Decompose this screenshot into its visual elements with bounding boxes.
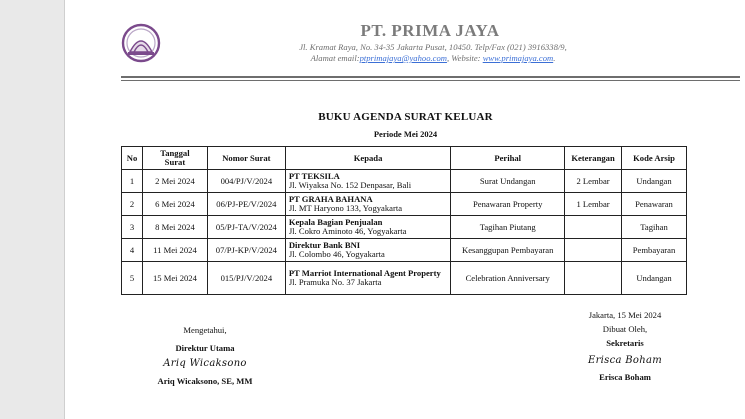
table-header-row	[122, 147, 687, 170]
cell-nomor: 06/PJ-PE/V/2024	[207, 193, 285, 216]
left-sign-name: Ariq Wicaksono, SE, MM	[157, 376, 253, 386]
cell-tanggal: 8 Mei 2024	[142, 216, 207, 239]
col-header-nomor: Nomor Surat	[207, 147, 285, 170]
cell-keterangan	[565, 239, 622, 262]
cell-nomor: 05/PJ-TA/V/2024	[207, 216, 285, 239]
cell-nomor: 004/PJ/V/2024	[207, 170, 285, 193]
cell-no: 4	[122, 239, 143, 262]
table-row	[122, 193, 687, 216]
right-signature-block	[565, 310, 685, 382]
cell-perihal: Surat Undangan	[451, 170, 565, 193]
website-label: , Website:	[446, 53, 481, 63]
cell-nomor: 07/PJ-KP/V/2024	[207, 239, 285, 262]
kepada-address: Jl. Cokro Aminoto 46, Yogyakarta	[288, 226, 407, 236]
cell-keterangan: 1 Lembar	[565, 193, 622, 216]
cell-no: 3	[122, 216, 143, 239]
cell-tanggal: 15 Mei 2024	[142, 262, 207, 295]
cell-perihal: Penawaran Property	[451, 193, 565, 216]
cell-kepada	[285, 239, 451, 262]
right-sign-label: Dibuat Oleh,	[602, 324, 648, 334]
right-sign-name: Erisca Boham	[599, 372, 651, 382]
address-line: Jl. Kramat Raya, No. 34-35 Jakarta Pusat, 10450. Telp/Fax (021) 3916338/9,	[299, 42, 567, 52]
table-row	[122, 239, 687, 262]
cell-kepada	[285, 193, 451, 216]
col-header-kode-arsip: Kode Arsip	[622, 147, 687, 170]
left-sign-role: Direktur Utama	[175, 343, 235, 353]
cell-kode-arsip: Undangan	[622, 170, 687, 193]
document-period: Periode Mei 2024	[373, 129, 438, 139]
company-name: PT. PRIMA JAYA	[360, 21, 500, 40]
cell-kepada	[285, 170, 451, 193]
left-sign-label: Mengetahui,	[183, 325, 227, 335]
col-header-perihal: Perihal	[451, 147, 565, 170]
cell-tanggal: 11 Mei 2024	[142, 239, 207, 262]
kepada-address: Jl. MT Haryono 133, Yogyakarta	[288, 203, 403, 213]
cell-no: 2	[122, 193, 143, 216]
company-address	[273, 42, 593, 64]
kepada-name: Direktur Bank BNI	[288, 240, 361, 250]
email-label: Alamat email:	[310, 53, 360, 63]
agenda-table	[121, 146, 687, 295]
contact-period: .	[553, 53, 556, 63]
cell-kode-arsip: Tagihan	[622, 216, 687, 239]
document-title: BUKU AGENDA SURAT KELUAR	[318, 111, 493, 123]
kepada-address: Jl. Wiyaksa No. 152 Denpasar, Bali	[288, 180, 412, 190]
cell-perihal: Kesanggupan Pembayaran	[451, 239, 565, 262]
kepada-name: Kepala Bagian Penjualan	[288, 217, 383, 227]
cell-kode-arsip: Penawaran	[622, 193, 687, 216]
table-row	[122, 216, 687, 239]
document-page	[64, 0, 745, 419]
right-sign-place-date: Jakarta, 15 Mei 2024	[588, 310, 662, 320]
cell-perihal: Tagihan Piutang	[451, 216, 565, 239]
cell-keterangan	[565, 262, 622, 295]
kepada-name: PT GRAHA BAHANA	[288, 194, 373, 204]
cell-no: 1	[122, 170, 143, 193]
cell-perihal: Celebration Anniversary	[451, 262, 565, 295]
right-signature: Erisca Boham	[587, 355, 662, 366]
company-logo-icon	[121, 22, 161, 64]
cell-no: 5	[122, 262, 143, 295]
website-link[interactable]: www.primajaya.com	[482, 53, 554, 63]
contact-line	[273, 53, 593, 64]
cell-tanggal: 2 Mei 2024	[142, 170, 207, 193]
col-header-no: No	[122, 147, 143, 170]
col-header-tanggal: Tanggal Surat	[142, 147, 207, 170]
right-sign-role: Sekretaris	[606, 338, 644, 348]
kepada-name: PT Marriot International Agent Property	[288, 268, 441, 278]
cell-kepada	[285, 262, 451, 295]
cell-nomor: 015/PJ/V/2024	[207, 262, 285, 295]
cell-kode-arsip: Undangan	[622, 262, 687, 295]
kepada-address: Jl. Colombo 46, Yogyakarta	[288, 249, 385, 259]
col-header-keterangan: Keterangan	[565, 147, 622, 170]
cell-keterangan: 2 Lembar	[565, 170, 622, 193]
left-signature: Ariq Wicaksono	[163, 358, 247, 369]
kepada-name: PT TEKSILA	[288, 171, 340, 181]
table-row	[122, 262, 687, 295]
email-link[interactable]: ptprimajaya@yahoo.com	[359, 53, 447, 63]
cell-tanggal: 6 Mei 2024	[142, 193, 207, 216]
table-row	[122, 170, 687, 193]
header-divider-thick	[121, 76, 740, 78]
header-divider-thin	[121, 80, 740, 81]
col-header-kepada: Kepada	[285, 147, 451, 170]
cell-keterangan	[565, 216, 622, 239]
cell-kepada	[285, 216, 451, 239]
kepada-address: Jl. Pramuka No. 37 Jakarta	[288, 277, 382, 287]
cell-kode-arsip: Pembayaran	[622, 239, 687, 262]
left-signature-block	[145, 325, 265, 386]
